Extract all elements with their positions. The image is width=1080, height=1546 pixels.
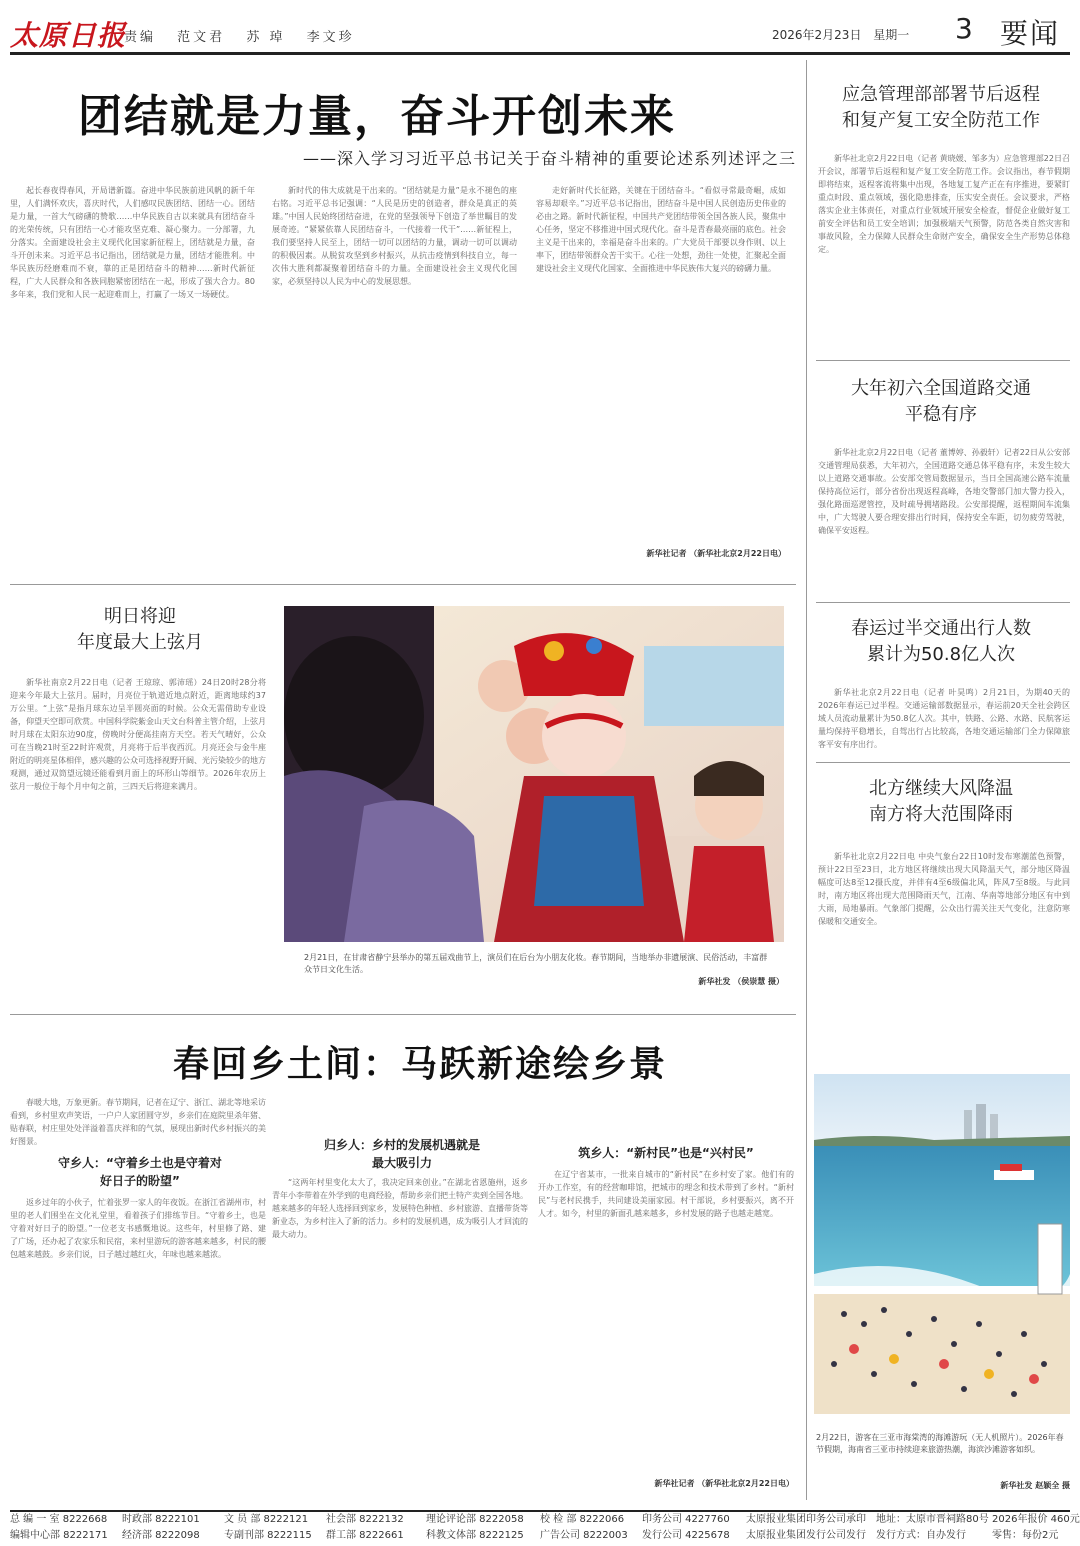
photo1-caption: 2月21日，在甘肃省静宁县举办的第五届戏曲节上，演员们在后台为小朋友化妆。春节期间，当地举办非遗展演、民俗活动，丰富群众节日文化生活。 — [304, 953, 768, 974]
rural-intro — [10, 1096, 266, 1148]
editor-name: 李文珍 — [306, 30, 355, 45]
right-story-2-body — [818, 446, 1070, 596]
right-story-4-body — [818, 850, 1070, 1050]
rural-subheading-1: 守乡人：“守着乡土也是守着对 好日子的盼望” — [58, 1156, 222, 1188]
right-story-paragraph: 新华社北京2月22日电 中央气象台22日10时发布寒潮蓝色预警，预计22日至23日，北方地区将继续出现大风降温天气，部分地区降温幅度可达8至12摄氏度，并伴有4至6级偏北风，阵风7至8级。与此同时，南方地区将出现大范围降雨天气，江南、华南等地部分地区有中到大雨，局地暴雨。气象部门提醒，公众出行需关注天气变化，注意防寒保暖和交通安全。 — [818, 852, 1070, 926]
footer-cell: 编辑中心部 8222171 — [10, 1530, 108, 1541]
photo-illustration — [284, 606, 784, 942]
editors-line — [124, 26, 369, 45]
rural-column-1 — [10, 1196, 266, 1496]
section-name: 要闻 — [1000, 17, 1061, 50]
footer-cell: 总 编 一 室 8222668 — [10, 1514, 108, 1525]
lead-paragraph: 新时代的伟大成就是干出来的。“团结就是力量”是永不褪色的座右铭。习近平总书记强调：“人民是历史的创造者，群众是真正的英雄。”中国人民始终团结奋进，在党的坚强领导下创造了举世瞩目的发展奇迹。“紧紧依靠人民团结奋斗，一代接着一代干”……新征程上，我们要坚持人民至上，团结一切可以团结的力量，调动一切可以调动的积极因素。从脱贫攻坚到乡村振兴，从抗击疫情到科技自立，每一次伟大胜利都凝聚着团结奋斗的力量。全面建设社会主义现代化国家，必须坚持以人民为中心的发展思想。 — [272, 186, 517, 286]
editor-name: 范文君 — [177, 30, 226, 45]
rural-subheading-2: 归乡人：乡村的发展机遇就是 最大吸引力 — [323, 1138, 480, 1170]
photo1-credit: 新华社发 （侯崇慧 摄） — [698, 977, 784, 986]
lead-paragraph: 起长春夜得春风，开局谱新篇。奋进中华民族前进风帆的新千年里，人们满怀欢庆，喜庆时代，人们感叹民族团结、团结一心。团结是力量，一首大气磅礴的赞歌……中华民族自古以来就具有团结奋斗的光荣传统，只有团结一心才能攻坚克难、凝心聚力。一分部署，九分落实。全面建设社会主义现代化国家新征程上，团结就是力量，奋斗开创未来。习近平总书记指出，团结就是力量，团结才能胜利。中华民族历经磨难而不衰，靠的正是团结奋斗的精神……新时代新征程，广大人民群众和各族同胞紧密团结在一起，形成了强大合力。80多年来，我们党和人民一起迎难而上，打赢了一场又一场硬仗。 — [10, 186, 255, 299]
moon-headline: 明日将迎 年度最大上弦月 — [77, 606, 203, 654]
footer-cell: 地址：太原市晋祠路80号 — [876, 1514, 989, 1525]
footer-cell: 理论评论部 8222058 — [426, 1514, 524, 1525]
footer-cell: 广告公司 8222003 — [540, 1530, 628, 1541]
right-story-1-body — [818, 152, 1070, 352]
right-story-paragraph: 新华社北京2月22日电（记者 叶昊鸣）2月21日，为期40天的2026年春运已过半程。交通运输部数据显示，春运前20天全社会跨区域人员流动量累计为50.8亿人次。其中，铁路、公路、水路、民航客运量均保持平稳增长，自驾出行占比较高，各地交通运输部门全力保障旅客平安有序出行。 — [818, 688, 1070, 749]
footer-cell: 印务公司 4227760 — [642, 1514, 730, 1525]
column-divider — [806, 60, 807, 1500]
footer-cell: 专副刊部 8222115 — [224, 1530, 312, 1541]
footer-cell: 发行方式：自办发行 — [876, 1530, 966, 1541]
beach-photo — [814, 1074, 1070, 1414]
moon-paragraph: 新华社南京2月22日电（记者 王琼琼、郭沛瑶）24日20时28分将迎来今年最大上弦月。届时，月亮位于轨道近地点附近，距离地球约37万公里。“上弦”是指月球东边呈半圆亮面的时候。公众无需借助专业设备，仰望天空即可欣赏。中国科学院紫金山天文台科普主管介绍，上弦月时月球在太阳东边90度，傍晚时分便高挂南方天空。若天气晴好，公众可在当晚21时至22时许观赏，月亮将于后半夜西沉。月亮还会与金牛座附近的明亮星体相伴，感兴趣的公众可选择视野开阔、光污染较少的地方观测，通过双筒望远镜还能看到月面上的环形山等细节。2026年农历上弦月一般位于每个月中旬之前，三四天后将迎来满月。 — [10, 678, 266, 791]
right-story-4-headline: 北方继续大风降温 南方将大范围降雨 — [869, 778, 1013, 826]
lead-paragraph: 走好新时代长征路，关键在于团结奋斗。“看似寻常最奇崛，成如容易却艰辛。”习近平总书记指出，团结奋斗是中国人民创造历史伟业的必由之路。新时代新征程，中国共产党团结带领全国各族人民，聚焦中心任务，坚定不移推进中国式现代化。奋斗是青春最亮丽的底色。社会主义是干出来的，幸福是奋斗出来的。广大党员干部要以身作则、以上率下，团结带领群众苦干实干。心往一处想，劲往一处使，汇聚起全面建设社会主义现代化国家、全面推进中华民族伟大复兴的磅礴力量。 — [536, 186, 786, 273]
lead-subtitle: ——深入学习习近平总书记关于奋斗精神的重要论述系列述评之三 — [302, 149, 796, 168]
footer-cell: 文 员 部 8222121 — [224, 1514, 309, 1525]
newspaper-logo: 太原日报 — [10, 19, 127, 52]
editor-name: 苏 琸 — [246, 30, 286, 45]
dateline — [772, 26, 909, 43]
lead-column-2 — [272, 184, 517, 576]
right-story-paragraph: 新华社北京2月22日电（记者 黄晓媛、邹多为）应急管理部22日召开会议，部署节后返程和复产复工安全防范工作。会议指出，春节假期即将结束，返程客流将集中出现，各地复工复产正在有序推进，要紧盯重点时段、重点领域，强化隐患排查，压实安全责任。会议要求，严格落实企业主体责任，对重点行业领域开展安全检查，督促企业做好复工前安全评估和员工安全培训；加强极端天气预警，防范各类自然灾害和事故风险，全力保障人民群众生命财产安全，确保安全生产形势总体稳定。 — [818, 154, 1070, 254]
masthead-rule — [10, 52, 1070, 55]
section-rule — [10, 1014, 796, 1015]
footer-cell: 太原报业集团印务公司承印 — [746, 1514, 866, 1525]
issue-date: 2026年2月23日 — [772, 28, 862, 42]
right-story-1-headline: 应急管理部部署节后返程 和复产复工安全防范工作 — [842, 84, 1040, 132]
rural-column-2 — [272, 1176, 528, 1496]
rural-column-3 — [538, 1168, 794, 1474]
rural-paragraph: 返乡过年的小伙子，忙着张罗一家人的年夜饭。在浙江省湖州市，村里的老人们围坐在文化礼堂里，看着孩子们排练节目。“守着乡土，也是守着对好日子的盼望。”一位老支书感慨地说。这些年，村里修了路、建了广场，还办起了农家乐和民宿，来村里游玩的游客越来越多，村民的腰包越来越鼓。乡亲们说，日子越过越红火，年味也越来越浓。 — [10, 1198, 266, 1259]
right-story-3-body — [818, 686, 1070, 752]
rural-headline: 春回乡土间：马跃新途绘乡景 — [172, 1044, 667, 1085]
rural-paragraph: “这两年村里变化太大了，我决定回来创业。”在湖北省恩施州，返乡青年小李带着在外学到的电商经验，帮助乡亲们把土特产卖到全国各地。越来越多的年轻人选择回到家乡，发展特色种植、乡村旅游、直播带货等新业态，为乡村注入了新的活力。乡村的发展机遇，成为吸引人才回流的最大动力。 — [272, 1178, 528, 1239]
right-story-paragraph: 新华社北京2月22日电（记者 董博婷、孙毅轩）记者22日从公安部交通管理局获悉，大年初六，全国道路交通总体平稳有序，未发生较大以上道路交通事故。公安部交管局数据显示，当日全国高速公路车流量保持高位运行，部分省份出现返程高峰，各地交警部门加大警力投入，强化路面巡逻管控，及时疏导拥堵路段。公安部提醒，返程期间车流集中，广大驾驶人要合理安排出行时间，保持安全车距，切勿疲劳驾驶，确保平安返程。 — [818, 448, 1070, 535]
lead-column-3 — [536, 184, 786, 546]
rural-paragraph: 在辽宁省某市，一批来自城市的“新村民”在乡村安了家。他们有的开办工作室，有的经营咖啡馆，把城市的理念和技术带到了乡村。“新村民”与老村民携手，共同建设美丽家园。村干部说，乡村要振兴，离不开人才。如今，村里的新面孔越来越多，乡村发展的路子也越走越宽。 — [538, 1170, 794, 1218]
section-rule — [816, 762, 1070, 763]
opera-makeup-photo — [284, 606, 784, 942]
footer-cell: 社会部 8222132 — [326, 1514, 404, 1525]
section-rule — [10, 584, 796, 585]
editor-role: 责编 — [124, 30, 157, 45]
rural-subheading-3: 筑乡人：“新村民”也是“兴村民” — [578, 1146, 754, 1160]
footer-cell: 群工部 8222661 — [326, 1530, 404, 1541]
footer-cell: 太原报业集团发行公司发行 — [746, 1530, 866, 1541]
moon-article — [10, 676, 266, 992]
footer-cell: 校 检 部 8222066 — [540, 1514, 625, 1525]
right-story-2-headline: 大年初六全国道路交通 平稳有序 — [851, 378, 1031, 426]
lead-headline: 团结就是力量，奋斗开创未来 — [78, 91, 676, 142]
issue-weekday: 星期一 — [873, 28, 910, 42]
footer-cell: 2026年报价 460元 — [992, 1514, 1080, 1525]
photo2-caption: 2月22日，游客在三亚市海棠湾的海滩游玩（无人机照片）。2026年春节假期，海南省三亚市持续迎来旅游热潮，海滨沙滩游客如织。 — [816, 1433, 1064, 1454]
lead-column-1 — [10, 184, 255, 576]
right-story-3-headline: 春运过半交通出行人数 累计为50.8亿人次 — [851, 618, 1031, 666]
footer-cell: 发行公司 4225678 — [642, 1530, 730, 1541]
photo2-credit: 新华社发 赵颖全 摄 — [1000, 1481, 1070, 1490]
page-number: 3 — [955, 12, 973, 45]
section-rule — [816, 360, 1070, 361]
footer-cell: 经济部 8222098 — [122, 1530, 200, 1541]
rural-byline: 新华社记者 （新华社北京2月22日电） — [654, 1479, 794, 1488]
footer-cell: 科教文体部 8222125 — [426, 1530, 524, 1541]
footer-directory — [10, 1510, 1080, 1546]
footer-cell: 零售：每份2元 — [992, 1530, 1059, 1541]
lead-byline: 新华社记者 （新华社北京2月22日电） — [646, 549, 786, 558]
section-rule — [816, 602, 1070, 603]
photo-illustration — [814, 1074, 1070, 1414]
rural-intro-paragraph: 春暖大地，万象更新。春节期间，记者在辽宁、浙江、湖北等地采访看到，乡村里欢声笑语，一户户人家团圆守岁，乡亲们在庭院里杀年猪、贴春联，村庄里处处洋溢着喜庆祥和的气氛，展现出新时代乡村振兴的美好图景。 — [10, 1098, 266, 1146]
footer-cell: 时政部 8222101 — [122, 1514, 200, 1525]
